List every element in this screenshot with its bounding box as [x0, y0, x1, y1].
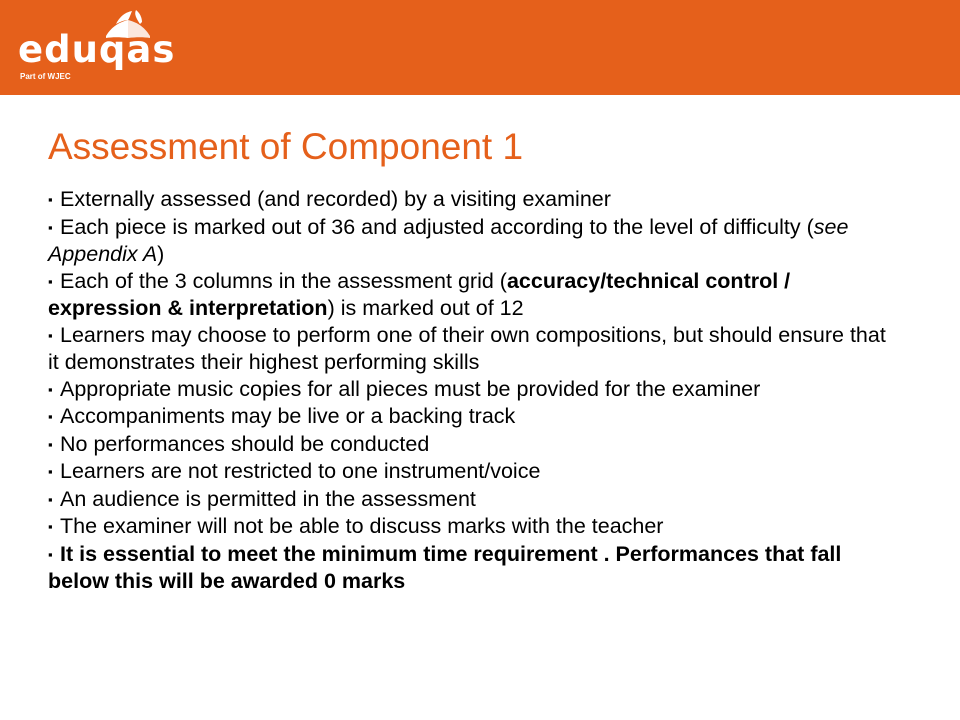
bullet-text: Learners are not restricted to one instrument/voice	[60, 459, 541, 483]
bullet-square-icon: ▪	[48, 519, 53, 534]
bullet-text: Externally assessed (and recorded) by a visiting examiner	[60, 187, 611, 211]
bullet-item	[48, 513, 888, 541]
bullet-text: Each of the 3 columns in the assessment grid (	[60, 268, 507, 293]
bullet-text: An audience is permitted in the assessment	[60, 486, 476, 511]
bullet-square-icon: ▪	[48, 491, 53, 507]
bullet-item	[48, 322, 888, 376]
bullet-item	[48, 431, 888, 459]
bullet-item	[48, 486, 888, 514]
bullet-square-icon: ▪	[48, 219, 53, 235]
bullet-square-icon: ▪	[48, 546, 53, 562]
bullet-text: Accompaniments may be live or a backing track	[60, 404, 516, 428]
bullet-square-icon: ▪	[48, 273, 53, 289]
eduqas-logo	[18, 10, 176, 85]
bullet-text: Appropriate music copies for all pieces must be provided for the examiner	[60, 376, 761, 401]
bullet-item	[48, 376, 888, 404]
logo-wordmark: eduqas	[18, 28, 176, 71]
bullet-text: ) is marked out of 12	[327, 296, 524, 320]
header-bar	[0, 0, 960, 95]
bullet-square-icon: ▪	[48, 327, 53, 343]
bullet-item	[48, 403, 888, 431]
bullet-text: Each piece is marked out of 36 and adjusted according to the level of difficulty (	[60, 214, 814, 239]
bullet-text: No performances should be conducted	[60, 431, 430, 456]
bullet-text: Learners may choose to perform one of their own compositions, but should ensure that it demonstrates their highest performing skills	[48, 322, 886, 374]
bullet-item	[48, 541, 888, 595]
bullet-item	[48, 268, 888, 322]
logo-subtitle: Part of WJEC	[20, 72, 71, 81]
bullet-list	[48, 186, 888, 595]
slide-title: Assessment of Component 1	[48, 125, 524, 167]
bullet-square-icon: ▪	[48, 436, 53, 452]
bullet-text: )	[157, 242, 165, 266]
bullet-square-icon: ▪	[48, 409, 53, 424]
bullet-emphasis: see Appendix A	[48, 214, 849, 266]
bullet-text: The examiner will not be able to discuss marks with the teacher	[60, 514, 664, 538]
bullet-square-icon: ▪	[48, 192, 53, 207]
bullet-item	[48, 458, 888, 486]
bullet-square-icon: ▪	[48, 464, 53, 479]
bullet-item	[48, 186, 888, 214]
bullet-strong: It is essential to meet the minimum time requirement . Performances that fall below this will be awarded 0 marks	[48, 541, 842, 593]
bullet-item	[48, 214, 888, 268]
bullet-square-icon: ▪	[48, 381, 53, 397]
bullet-strong: accuracy/technical control / expression & interpretation	[48, 268, 791, 320]
